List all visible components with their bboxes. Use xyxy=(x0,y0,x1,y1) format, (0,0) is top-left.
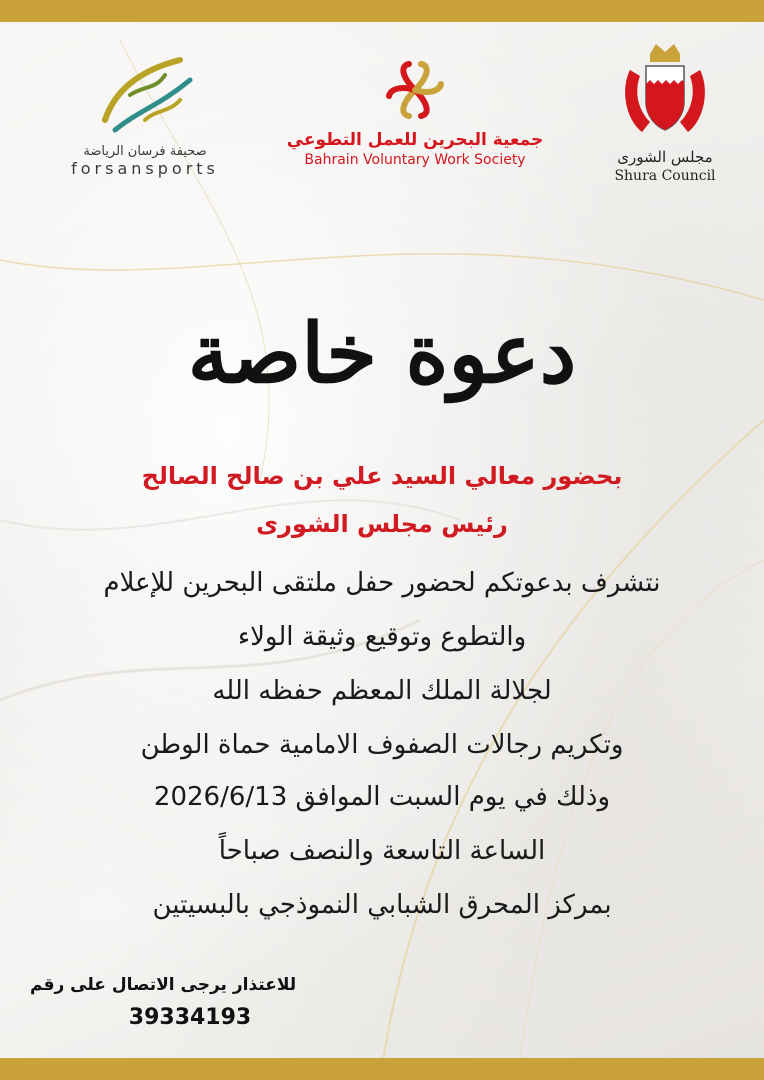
body-line: وتكريم رجالات الصفوف الامامية حماة الوطن xyxy=(140,730,624,760)
shura-logo-arabic: مجلس الشورى xyxy=(617,148,713,166)
bahrain-crest-icon xyxy=(620,40,710,140)
body-line: نتشرف بدعوتكم لحضور حفل ملتقى البحرين للإعلام xyxy=(103,568,661,598)
contact-phone[interactable]: 39334193 xyxy=(128,1005,252,1030)
invitation-title: دعوة خاصة xyxy=(187,306,577,402)
forsan-logo-english: forsansports xyxy=(71,159,219,178)
forsan-calligraphy-icon xyxy=(85,50,205,140)
bvws-logo-arabic: جمعية البحرين للعمل التطوعي xyxy=(286,130,544,150)
forsan-logo xyxy=(40,50,250,178)
event-venue-line: بمركز المحرق الشبابي النموذجي بالبسيتين xyxy=(152,890,612,920)
shura-logo xyxy=(590,40,740,184)
event-date-line: وذلك في يوم السبت الموافق 2026/6/13 xyxy=(153,782,611,812)
patronage-line-2: رئيس مجلس الشورى xyxy=(256,510,508,538)
contact-label: للاعتذار يرجى الاتصال على رقم xyxy=(30,975,297,995)
bottom-gold-bar xyxy=(0,1058,764,1080)
body-line: والتطوع وتوقيع وثيقة الولاء xyxy=(237,622,527,652)
forsan-logo-arabic: صحيفة فرسان الرياضة xyxy=(83,144,207,159)
bvws-flower-icon xyxy=(383,58,447,122)
event-time-line: الساعة التاسعة والنصف صباحاً xyxy=(218,836,546,866)
body-line: لجلالة الملك المعظم حفظه الله xyxy=(212,676,552,706)
shura-logo-english: Shura Council xyxy=(614,168,716,184)
bvws-logo-english: Bahrain Voluntary Work Society xyxy=(304,152,526,168)
bvws-logo xyxy=(270,58,560,168)
patronage-line-1: بحضور معالي السيد علي بن صالح الصالح xyxy=(141,462,623,490)
top-gold-bar xyxy=(0,0,764,22)
